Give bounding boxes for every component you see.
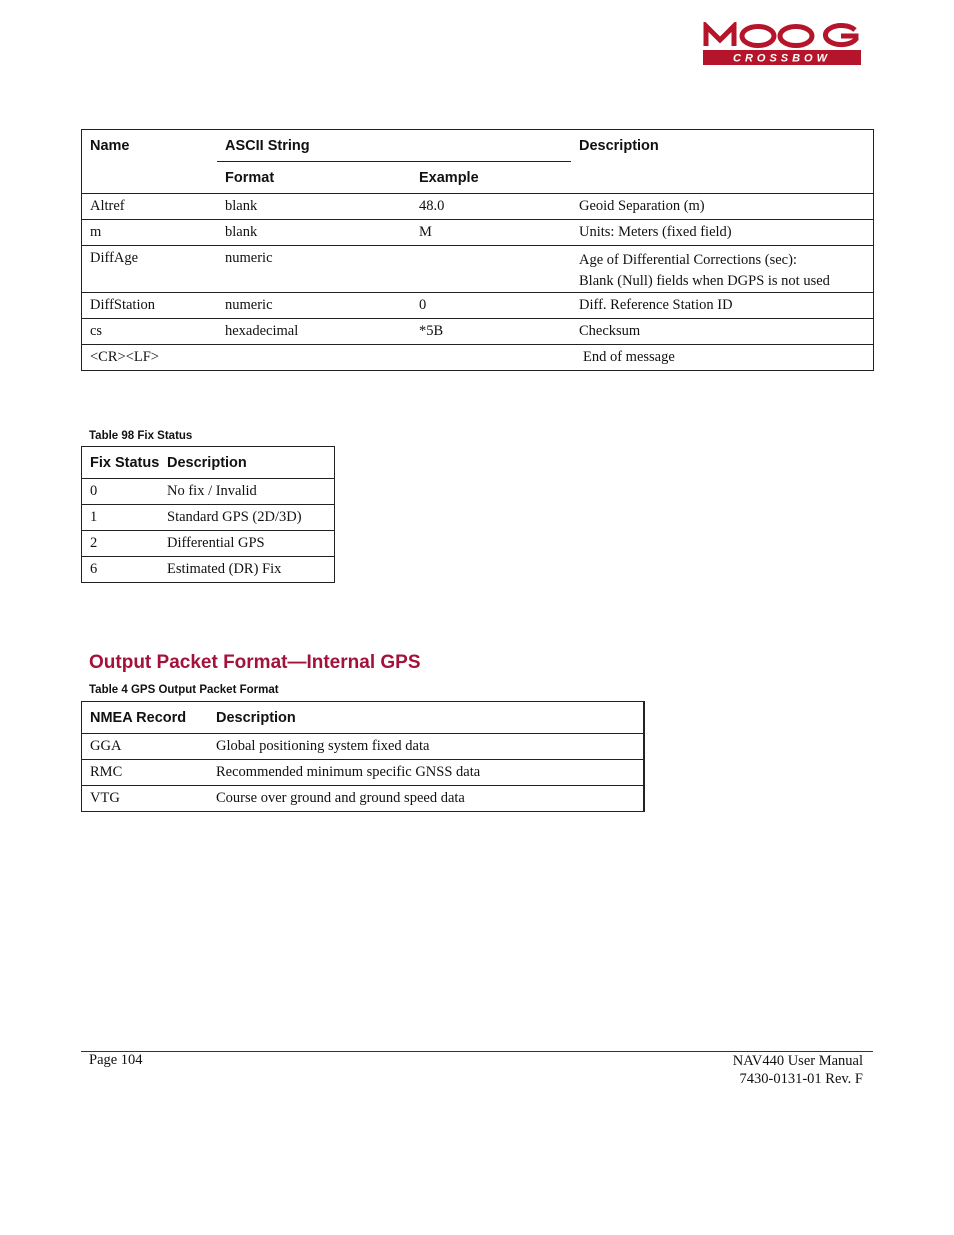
field-format: blank: [217, 220, 411, 246]
fix-description: Differential GPS: [167, 531, 335, 557]
header-description: Description: [167, 454, 247, 471]
nmea-record: GGA: [82, 734, 217, 760]
field-description: Units: Meters (fixed field): [571, 220, 874, 246]
fix-description: No fix / Invalid: [167, 479, 335, 505]
header-ascii-string: ASCII String: [217, 130, 571, 162]
table-row: [82, 220, 874, 246]
field-example: M: [411, 220, 571, 246]
field-format: blank: [217, 194, 411, 220]
nmea-record: VTG: [82, 786, 217, 812]
crossbow-text-graphic: [703, 50, 861, 65]
crossbow-banner: [703, 50, 861, 65]
field-name: DiffAge: [82, 246, 218, 293]
fix-status-caption: Table 98 Fix Status: [89, 430, 193, 442]
header-description: Description: [579, 138, 659, 154]
description-line-1: Age of Differential Corrections (sec):: [579, 252, 797, 268]
nmea-description: Global positioning system fixed data: [216, 734, 644, 760]
field-name: Altref: [82, 194, 218, 220]
table-row: [82, 557, 335, 583]
fix-code: 6: [82, 557, 168, 583]
table-row: [82, 194, 874, 220]
fix-code: 1: [82, 505, 168, 531]
moog-wordmark: [703, 22, 861, 48]
page-number: Page 104: [89, 1052, 143, 1068]
field-format: numeric: [217, 293, 411, 319]
doc-number: 7430-0131-01 Rev. F: [739, 1071, 863, 1087]
table-row: [82, 531, 335, 557]
fix-description: Estimated (DR) Fix: [167, 557, 335, 583]
section-heading: Output Packet Format—Internal GPS: [89, 652, 421, 673]
table-row: [82, 319, 874, 345]
field-format: hexadecimal: [217, 319, 411, 345]
table-row: [82, 760, 645, 786]
field-description: Diff. Reference Station ID: [571, 293, 874, 319]
nmea-field-table: [81, 129, 874, 371]
field-format: [217, 345, 411, 371]
fix-code: 2: [82, 531, 168, 557]
field-example: [411, 345, 571, 371]
table-row: [82, 293, 874, 319]
field-description: End of message: [571, 345, 874, 371]
nmea-description: Course over ground and ground speed data: [216, 786, 644, 812]
field-name: <CR><LF>: [82, 345, 218, 371]
table-row: [82, 505, 335, 531]
table-row: [82, 246, 874, 293]
header-description: Description: [216, 709, 296, 726]
field-description: Geoid Separation (m): [571, 194, 874, 220]
header-format: Format: [225, 169, 275, 186]
nmea-description: Recommended minimum specific GNSS data: [216, 760, 644, 786]
table-row: [82, 345, 874, 371]
svg-text:CROSSBOW: CROSSBOW: [733, 52, 831, 65]
header-nmea-record: NMEA Record: [90, 709, 187, 726]
field-example: [411, 246, 571, 293]
table-row: [82, 786, 645, 812]
fix-code: 0: [82, 479, 168, 505]
header-fix-status: Fix Status: [90, 454, 160, 471]
field-example: 0: [411, 293, 571, 319]
field-name: DiffStation: [82, 293, 218, 319]
field-description: [571, 246, 874, 293]
manual-title: NAV440 User Manual: [732, 1053, 863, 1069]
description-line-2: Blank (Null) fields when DGPS is not used: [579, 273, 830, 289]
gps-output-table: [81, 701, 645, 812]
field-example: *5B: [411, 319, 571, 345]
field-example: 48.0: [411, 194, 571, 220]
gps-table-caption: Table 4 GPS Output Packet Format: [89, 684, 279, 696]
nmea-record: RMC: [82, 760, 217, 786]
table-row: [82, 734, 645, 760]
field-name: cs: [82, 319, 218, 345]
table-row: [82, 479, 335, 505]
header-name: Name: [90, 138, 130, 154]
field-description: Checksum: [571, 319, 874, 345]
field-format: numeric: [217, 246, 411, 293]
fix-description: Standard GPS (2D/3D): [167, 505, 335, 531]
footer-doc-info: [733, 1052, 863, 1088]
field-name: m: [82, 220, 218, 246]
moog-crossbow-logo: [703, 22, 861, 68]
header-example: Example: [419, 169, 479, 186]
fix-status-table: [81, 446, 335, 583]
